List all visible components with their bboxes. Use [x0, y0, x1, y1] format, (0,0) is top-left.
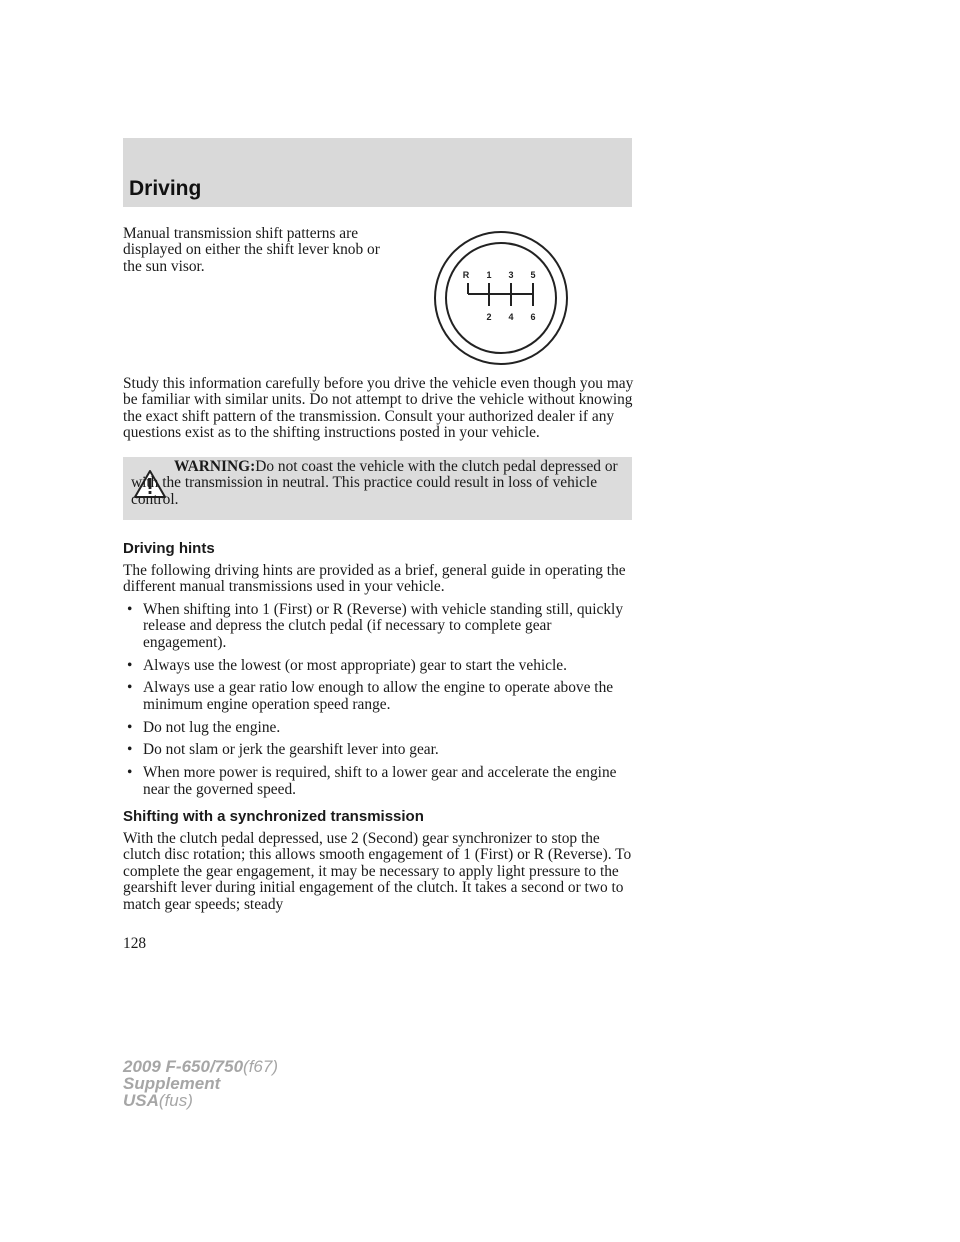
bullet-icon: •: [127, 601, 133, 618]
list-item-text: Always use a gear ratio low enough to allow the engine to operate above the minimum engine operation speed range.: [143, 679, 614, 713]
list-item: [123, 720, 635, 736]
gear-label-4: 4: [508, 312, 514, 322]
gear-label-r: R: [462, 270, 470, 280]
warning-label: WARNING:: [174, 458, 256, 475]
driving-hints-intro: The following driving hints are provided as a brief, general guide in operating the different manual transmissions used in your vehicle.: [123, 562, 626, 596]
list-item: [123, 742, 635, 758]
footer-doc-type: Supplement: [123, 1074, 221, 1093]
bullet-icon: •: [127, 656, 133, 674]
list-item: [123, 658, 635, 674]
list-item-text: When more power is required, shift to a lower gear and accelerate the engine near the governed speed.: [143, 764, 617, 798]
gear-label-3: 3: [508, 270, 514, 280]
bullet-icon: •: [127, 718, 133, 736]
list-item-text: Always use the lowest (or most appropriate) gear to start the vehicle.: [143, 656, 567, 674]
section-header-band: [123, 138, 632, 207]
driving-hints-heading: Driving hints: [123, 540, 215, 557]
footer-model: 2009 F-650/750: [123, 1057, 244, 1076]
list-item-text: When shifting into 1 (First) or R (Reverse) with vehicle standing still, quickly release and depress the clutch pedal (if necessary to complete gear engagement).: [143, 601, 624, 651]
study-paragraph: Study this information carefully before you drive the vehicle even though you may be familiar with similar units. Do not attempt to drive the vehicle without knowing the exact shift pattern of the transmission. Consult your authorized dealer if any questions exist as to the shifting instructions posted in your vehicle.: [123, 375, 634, 442]
warning-box: [123, 457, 632, 520]
bullet-icon: •: [127, 764, 133, 782]
intro-paragraph: Manual transmission shift patterns are displayed on either the shift lever knob or the sun visor.: [123, 225, 380, 275]
footer-market-code: (fus): [158, 1091, 193, 1110]
warning-body: Do not coast the vehicle with the clutch pedal depressed or with the transmission in neutral. This practice could result in loss of vehicle control.: [131, 458, 618, 508]
warning-text: [131, 459, 627, 508]
gear-label-5: 5: [530, 270, 536, 280]
footer-model-code: (f67): [243, 1057, 279, 1076]
synchronized-paragraph: With the clutch pedal depressed, use 2 (Second) gear synchronizer to stop the clutch disc rotation; this allows smooth engagement of 1 (First) or R (Reverse). To complete the gear engagement, it may be necessary to apply light pressure to the gearshift lever during initial engagement of the clutch. It takes a second or two to match gear speeds; steady: [123, 830, 632, 913]
gear-label-1: 1: [486, 270, 492, 280]
bullet-icon: •: [127, 679, 133, 697]
section-title: Driving: [129, 177, 202, 200]
gear-label-6: 6: [530, 312, 536, 322]
document-footer: [123, 1058, 278, 1109]
list-item-text: Do not lug the engine.: [143, 718, 281, 736]
footer-market: USA: [123, 1091, 159, 1110]
list-item-text: Do not slam or jerk the gearshift lever into gear.: [143, 741, 439, 759]
list-item: [123, 765, 635, 798]
driving-hints-list: [123, 602, 635, 804]
synchronized-heading: Shifting with a synchronized transmission: [123, 808, 424, 825]
page-number: 128: [123, 935, 147, 952]
gear-label-2: 2: [486, 312, 492, 322]
shift-pattern-knob-icon: [433, 230, 569, 366]
list-item: [123, 602, 635, 651]
list-item: [123, 680, 635, 713]
bullet-icon: •: [127, 741, 133, 759]
